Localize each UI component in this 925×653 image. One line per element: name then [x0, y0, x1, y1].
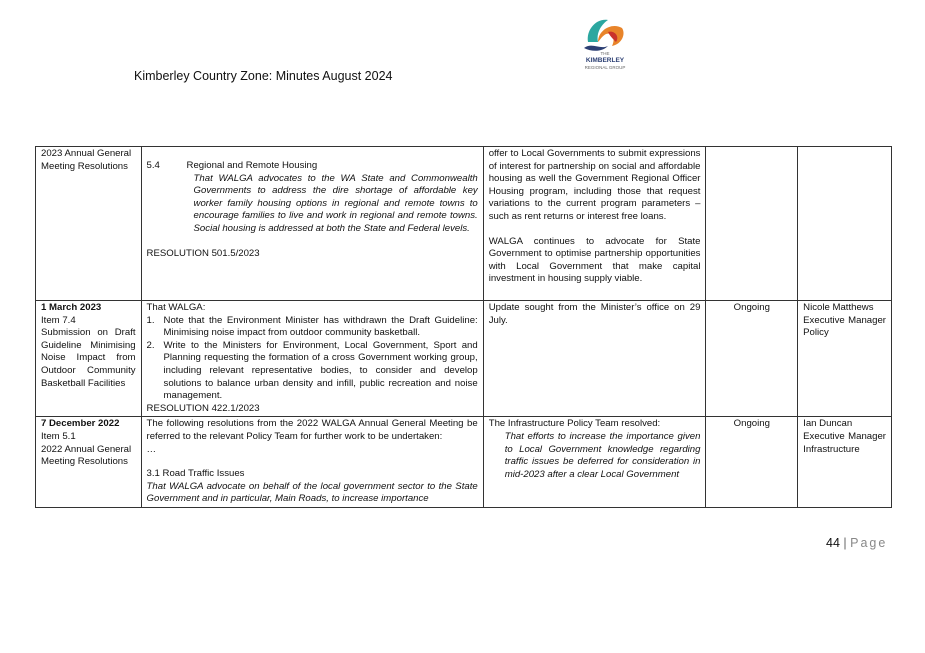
update-text: Update sought from the Minister’s office on 29 July.	[488, 302, 701, 326]
update-body: That efforts to increase the importance given to Local Government knowledge regarding traffic issues be deferred for consideration in mid-2023 after a clear Local Government	[504, 430, 701, 480]
meeting-item: Item 5.1	[41, 430, 76, 442]
list-text: Write to the Ministers for Environment, Local Government, Sport and Planning requesting the formation of a cross Government working group, including relevant representative bodies, to consider and develop solutions to balance urban density and infill, public recreation and noise management.	[163, 339, 478, 402]
contact-role: Executive Manager Policy	[803, 314, 886, 339]
resolution-cell	[141, 147, 483, 301]
status-cell	[706, 417, 798, 508]
status-text: Ongoing	[733, 418, 770, 430]
meeting-date: 1 March 2023	[41, 302, 102, 313]
contact-cell	[798, 417, 892, 508]
page-label: Page	[850, 536, 888, 550]
page-separator: |	[843, 536, 847, 550]
meeting-desc: 2023 Annual General Meeting Resolutions	[41, 148, 132, 172]
meeting-desc: 2022 Annual General Meeting Resolutions	[41, 443, 132, 468]
minutes-table	[35, 146, 892, 508]
logo-line-1: THE	[600, 51, 610, 56]
item-number: 5.4	[146, 160, 160, 171]
list-number: 2.	[146, 339, 155, 351]
resolution-cell	[141, 301, 483, 417]
status-text: Ongoing	[733, 302, 770, 313]
meeting-cell	[36, 147, 142, 301]
update-cell	[483, 301, 706, 417]
update-paragraph-2: WALGA continues to advocate for State Government to optimise partnership opportunities with Local Government that make capital investment in housing supply viable.	[488, 235, 701, 285]
contact-cell	[798, 147, 892, 301]
update-intro: The Infrastructure Policy Team resolved:	[488, 418, 661, 430]
logo-line-2: KIMBERLEY	[585, 57, 625, 64]
meeting-desc: Submission on Draft Guideline Minimising Noise Impact from Outdoor Community Basketball Facilities	[41, 327, 136, 389]
status-cell	[706, 301, 798, 417]
ellipsis: …	[146, 443, 157, 455]
update-paragraph-1: offer to Local Governments to submit expressions of interest for partnership on social and affordable housing as well the Government Regional Officer Housing program, including those that request variations to the current program parameters – such as rent returns or interest free loans.	[488, 148, 701, 222]
page-number: 44	[826, 536, 840, 550]
list-number: 1.	[146, 314, 155, 326]
document-title: Kimberley Country Zone: Minutes August 2024	[134, 69, 393, 83]
sub-body: That WALGA advocate on behalf of the local government sector to the State Government and in particular, Main Roads, to increase importance	[146, 480, 478, 505]
logo-wordmark	[580, 50, 630, 71]
resolution-text: That WALGA advocates to the WA State and Commonwealth Governments to address the dire shortage of affordable key worker family housing options in regional and remote towns to encourage families to live and work in regional and remote towns. Social housing is addressed at both the State and Federal levels.	[193, 172, 478, 234]
update-cell	[483, 417, 706, 508]
meeting-date: 7 December 2022	[41, 418, 120, 430]
status-cell	[706, 147, 798, 301]
table-row	[36, 147, 892, 301]
logo-line-3: REGIONAL GROUP	[584, 65, 626, 70]
meeting-item: Item 7.4	[41, 314, 76, 326]
table-row	[36, 301, 892, 417]
meeting-cell	[36, 417, 142, 508]
list-text: Note that the Environment Minister has withdrawn the Draft Guideline: Minimising noise impact from outdoor community basketball.	[163, 314, 478, 339]
resolution-intro: The following resolutions from the 2022 WALGA Annual General Meeting be referred to the relevant Policy Team for further work to be undertaken:	[146, 418, 478, 442]
resolution-number: RESOLUTION 422.1/2023	[146, 402, 260, 414]
resolution-cell	[141, 417, 483, 508]
resolution-intro: That WALGA:	[146, 302, 206, 313]
contact-role: Executive Manager Infrastructure	[803, 430, 886, 455]
update-cell	[483, 147, 706, 301]
resolution-number: RESOLUTION 501.5/2023	[146, 247, 260, 259]
contact-name: Ian Duncan	[803, 418, 853, 430]
table-row	[36, 417, 892, 508]
sub-heading: 3.1 Road Traffic Issues	[146, 468, 245, 480]
list-item	[147, 315, 478, 340]
contact-name: Nicole Matthews	[803, 302, 874, 313]
contact-cell	[798, 301, 892, 417]
item-title: Regional and Remote Housing	[186, 160, 318, 171]
meeting-cell	[36, 301, 142, 417]
item-heading	[147, 160, 478, 173]
page-number-footer	[826, 536, 887, 550]
list-item	[147, 340, 478, 403]
